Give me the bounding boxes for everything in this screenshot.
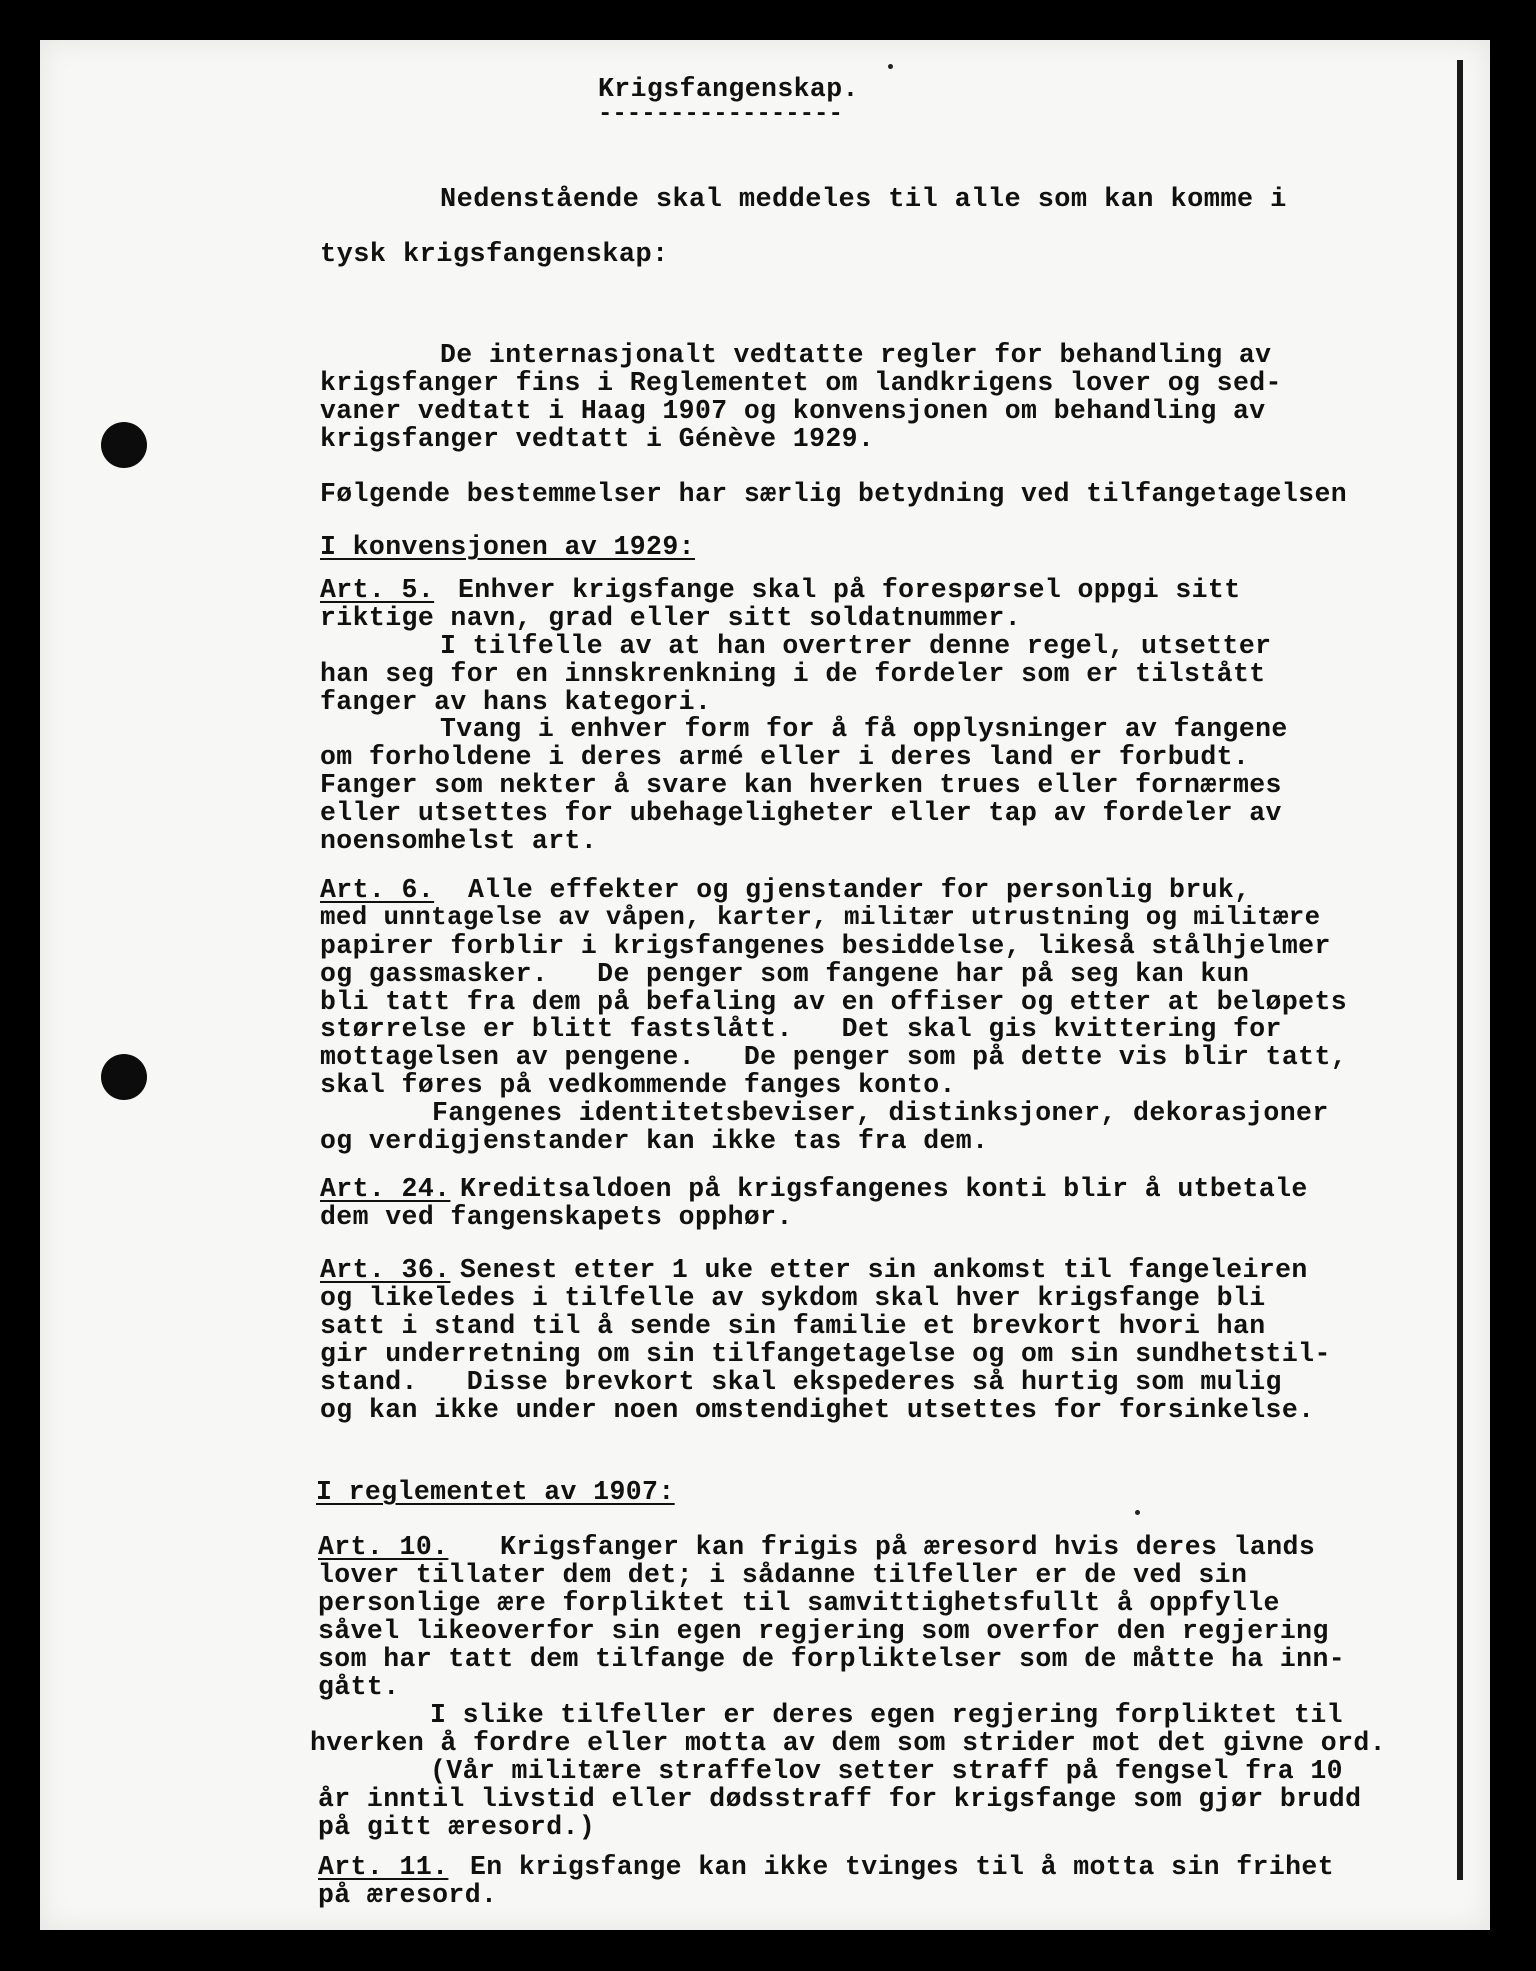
art36-line: gir underretning om sin tilfangetagelse og om sin sundhetstil- (320, 1339, 1331, 1369)
art36-line: og kan ikke under noen omstendighet utsettes for forsinkelse. (320, 1395, 1315, 1425)
art36-line: stand. Disse brevkort skal ekspederes så hurtig som mulig (320, 1367, 1282, 1397)
art10-line: personlige ære forpliktet til samvittighetsfullt å oppfylle (318, 1588, 1280, 1618)
document-title: Krigsfangenskap. (598, 74, 859, 104)
art5-line: Fanger som nekter å svare kan hverken trues eller fornærmes (320, 770, 1282, 800)
art11-label: Art. 11. (318, 1852, 449, 1882)
art10-line: såvel likeoverfor sin egen regjering som overfor den regjering (318, 1616, 1329, 1646)
art11-line: på æresord. (318, 1880, 498, 1910)
art6-line: Fangenes identitetsbeviser, distinksjoner, dekorasjoner (432, 1098, 1329, 1128)
art10-line: år inntil livstid eller dødsstraff for krigsfange som gjør brudd (318, 1784, 1362, 1814)
art36-label: Art. 36. (320, 1255, 451, 1285)
para1-line: krigsfanger vedtatt i Génève 1929. (320, 424, 875, 454)
art5-line: Enhver krigsfange skal på forespørsel oppgi sitt (458, 575, 1241, 605)
art6-label: Art. 6. (320, 875, 435, 905)
art5-label: Art. 5. (320, 575, 435, 605)
art6-line: og gassmasker. De penger som fangene har på seg kan kun (320, 959, 1250, 989)
punch-hole-top (101, 422, 147, 468)
art10-label: Art. 10. (318, 1532, 449, 1562)
art5-line: noensomhelst art. (320, 826, 598, 856)
art10-line: gått. (318, 1672, 400, 1702)
art5-line: fanger av hans kategori. (320, 687, 712, 717)
art10-line: lover tillater dem det; i sådanne tilfeller er de ved sin (318, 1560, 1248, 1590)
art10-line: på gitt æresord.) (318, 1812, 596, 1842)
para1-line: De internasjonalt vedtatte regler for behandling av (440, 340, 1272, 370)
art6-line: Alle effekter og gjenstander for personlig bruk, (468, 875, 1251, 905)
section-heading-1929: I konvensjonen av 1929: (320, 532, 695, 562)
art10-line: (Vår militære straffelov setter straff på fengsel fra 10 (430, 1756, 1343, 1786)
art10-line: som har tatt dem tilfange de forpliktelser som de måtte ha inn- (318, 1644, 1346, 1674)
art5-line: eller utsettes for ubehageligheter eller tap av fordeler av (320, 798, 1282, 828)
art5-line: riktige navn, grad eller sitt soldatnummer. (320, 603, 1022, 633)
art10-line: Krigsfanger kan frigis på æresord hvis deres lands (500, 1532, 1316, 1562)
para2-line: Følgende bestemmelser har særlig betydning ved tilfangetagelsen (320, 479, 1348, 509)
art36-line: og likeledes i tilfelle av sykdom skal hver krigsfange bli (320, 1283, 1266, 1313)
art6-line: og verdigjenstander kan ikke tas fra dem. (320, 1126, 989, 1156)
intro-line: Nedenstående skal meddeles til alle som kan komme i (440, 185, 1287, 215)
art6-line: mottagelsen av pengene. De penger som på dette vis blir tatt, (320, 1042, 1348, 1072)
para1-line: vaner vedtatt i Haag 1907 og konvensjonen om behandling av (320, 396, 1266, 426)
art6-line: størrelse er blitt fastslått. Det skal gis kvittering for (320, 1014, 1282, 1044)
intro-line: tysk krigsfangenskap: (320, 240, 669, 270)
art11-line: En krigsfange kan ikke tvinges til å motta sin frihet (470, 1852, 1335, 1882)
art6-line: bli tatt fra dem på befaling av en offiser og etter at beløpets (320, 987, 1348, 1017)
art5-line: om forholdene i deres armé eller i deres land er forbudt. (320, 742, 1250, 772)
art36-line: Senest etter 1 uke etter sin ankomst til fangeleiren (460, 1255, 1308, 1285)
art36-line: satt i stand til å sende sin familie et brevkort hvori han (320, 1311, 1266, 1341)
page-edge-shadow (1457, 60, 1463, 1880)
punch-hole-bottom (101, 1054, 147, 1100)
art5-line: Tvang i enhver form for å få opplysninger av fangene (440, 714, 1288, 744)
para1-line: krigsfanger fins i Reglementet om landkrigens lover og sed- (320, 368, 1282, 398)
art24-label: Art. 24. (320, 1174, 451, 1204)
art24-line: dem ved fangenskapets opphør. (320, 1202, 793, 1232)
art5-line: han seg for en innskrenkning i de fordeler som er tilstått (320, 659, 1266, 689)
art6-line: skal føres på vedkommende fanges konto. (320, 1070, 956, 1100)
section-heading-1907: I reglementet av 1907: (316, 1477, 675, 1507)
art6-line: papirer forblir i krigsfangenes besiddelse, likeså stålhjelmer (320, 931, 1331, 961)
art10-line: hverken å fordre eller motta av dem som strider mot det givne ord. (310, 1728, 1386, 1758)
title-rule: ----------------- (598, 101, 843, 128)
art24-line: Kreditsaldoen på krigsfangenes konti blir å utbetale (460, 1174, 1308, 1204)
speck (888, 64, 893, 69)
art6-line: med unntagelse av våpen, karter, militær utrustning og militære (320, 903, 1321, 932)
art5-line: I tilfelle av at han overtrer denne regel, utsetter (440, 631, 1272, 661)
speck (1135, 1510, 1140, 1515)
art10-line: I slike tilfeller er deres egen regjering forpliktet til (430, 1700, 1343, 1730)
